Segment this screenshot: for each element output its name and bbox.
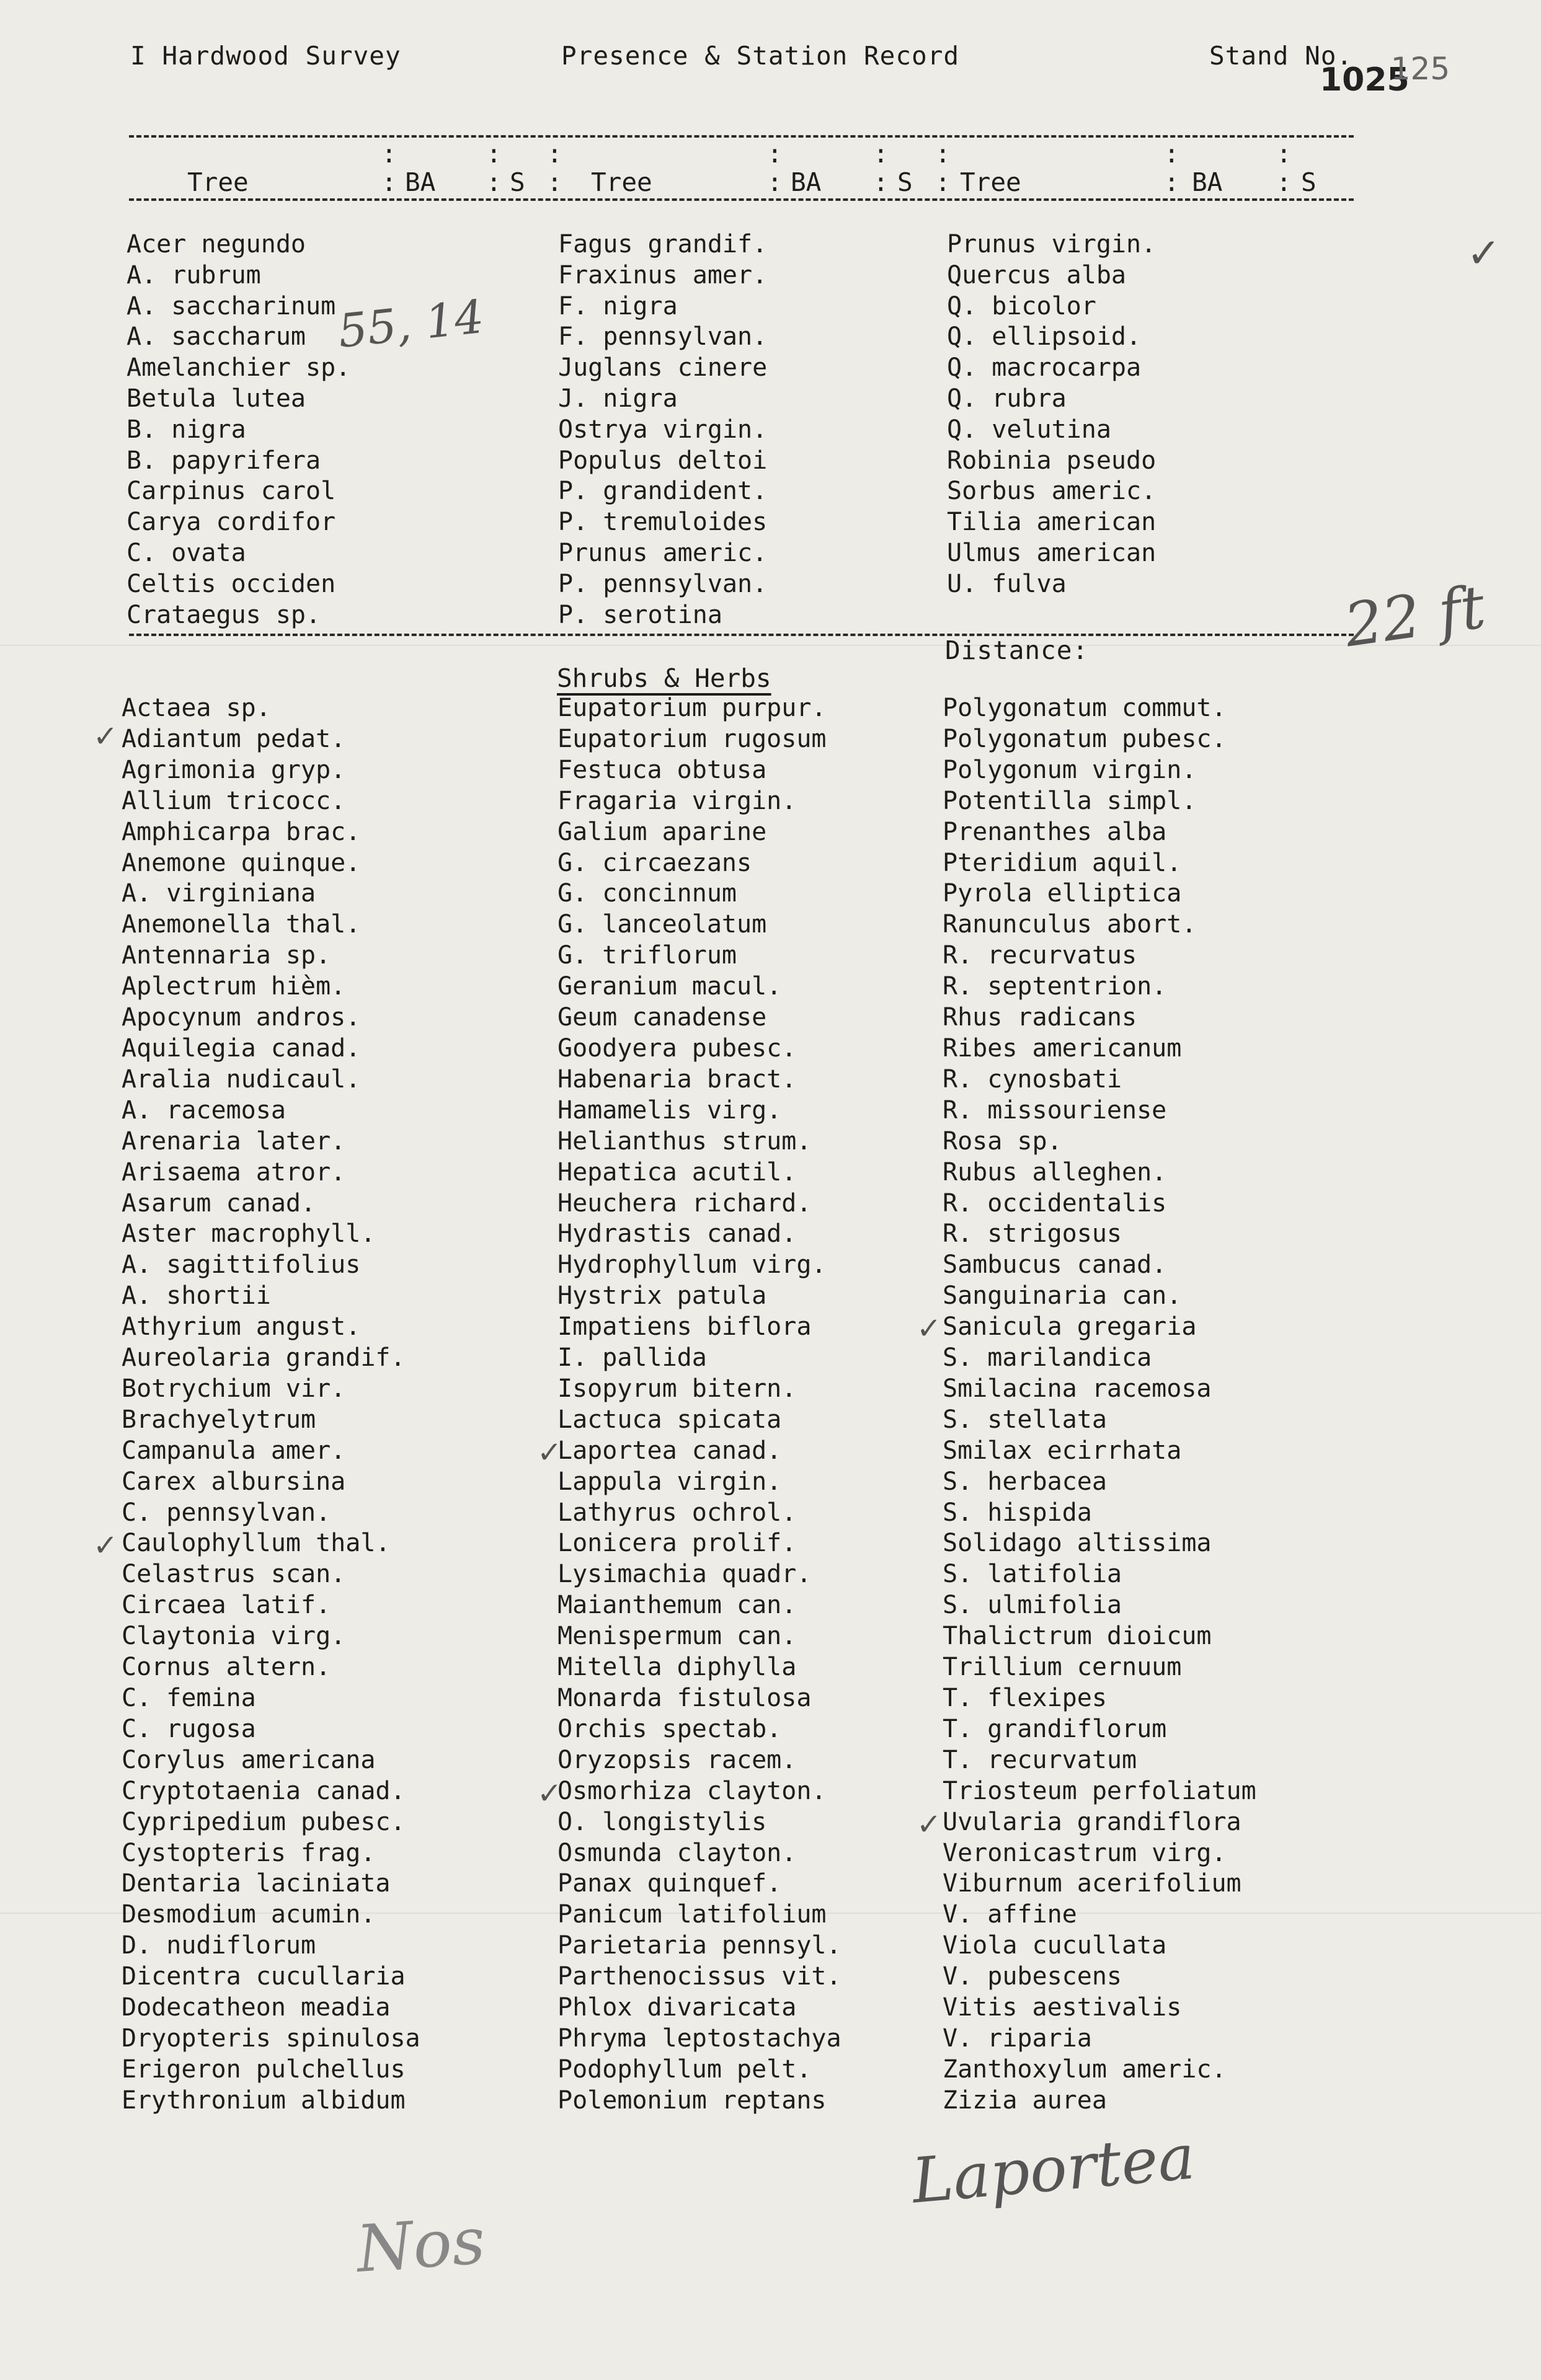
species-entry: Ranunculus abort. [943,910,1197,939]
species-entry: R. recurvatus [943,941,1137,970]
species-entry: V. pubescens [943,1962,1122,1991]
species-entry: V. riparia [943,2024,1092,2053]
record-title: Presence & Station Record [561,41,960,71]
herb-list-3 [943,693,1256,2117]
species-entry: Sanguinaria can. [943,1281,1182,1311]
species-entry: J. nigra [558,384,678,413]
species-entry: Q. bicolor [947,291,1096,321]
species-entry: Betula lutea [127,384,306,413]
species-entry: Panicum latifolium [557,1900,827,1929]
paper-fold [0,645,1541,646]
species-entry: R. septentrion. [943,972,1167,1001]
species-entry: Panax quinquef. [557,1869,782,1898]
species-entry: Solidago altissima [943,1529,1212,1558]
species-entry: Mitella diphylla [557,1653,797,1682]
species-entry: Triosteum perfoliatum [943,1776,1256,1805]
tree-header-3: Tree [960,167,1021,197]
species-entry: Arenaria later. [122,1126,346,1156]
ba-header-3: BA [1192,167,1223,197]
species-entry: Ulmus american [947,538,1157,567]
species-entry: Geranium macul. [557,972,782,1001]
species-entry: A. virginiana [122,879,316,908]
header-rule-top [129,135,1354,138]
species-entry: Celastrus scan. [122,1560,346,1589]
species-entry: Fagus grandif. [558,230,768,259]
species-entry: A. racemosa [122,1095,286,1125]
species-entry: Isopyrum bitern. [557,1374,797,1403]
saccharum-handwritten-values: 55, 14 [335,290,487,359]
species-entry: Smilax ecirrhata [943,1436,1182,1465]
ba-header-1: BA [405,167,436,197]
species-entry: Aquilegia canad. [122,1033,361,1063]
species-entry: Agrimonia gryp. [122,755,346,784]
species-entry: Veronicastrum virg. [943,1838,1227,1867]
species-entry: B. nigra [127,415,246,444]
species-entry: Lactuca spicata [557,1405,782,1434]
species-entry: Habenaria bract. [557,1064,797,1094]
distance-handwritten-value: 22 ft [1340,572,1490,661]
species-entry: P. tremuloides [558,508,768,537]
species-entry: Amphicarpa brac. [122,817,361,846]
species-entry: Pteridium aquil. [943,848,1182,877]
species-entry: V. affine [943,1900,1077,1929]
species-entry: Monarda fistulosa [557,1684,812,1712]
species-entry: F. pennsylvan. [558,322,768,352]
species-entry: Q. macrocarpa [947,353,1142,383]
species-entry: A. shortii [122,1281,271,1311]
species-entry: Cryptotaenia canad. [122,1776,406,1805]
species-entry: P. pennsylvan. [558,569,768,598]
species-entry: T. grandiflorum [943,1714,1167,1743]
nos-handwritten-note: Nos [353,2202,487,2288]
species-entry: Quercus alba [947,260,1126,290]
species-entry: S. marilandica [943,1343,1152,1373]
species-entry: D. nudiflorum [122,1931,316,1960]
species-entry: C. femina [122,1684,256,1712]
species-entry: Populus deltoi [558,446,768,475]
species-entry: S. hispida [943,1498,1092,1527]
tree-list-3 [947,229,1156,600]
species-entry: Rosa sp. [943,1126,1062,1156]
species-entry: Celtis occiden [127,569,336,598]
tree-list-1 [127,229,350,630]
species-entry: Antennaria sp. [122,941,331,970]
species-entry: Sambucus canad. [943,1250,1167,1280]
species-entry: Smilacina racemosa [943,1374,1212,1403]
distance-label: Distance: [945,635,1089,665]
species-entry: A. saccharum [127,322,306,352]
species-entry: T. recurvatum [943,1745,1137,1774]
osmorhiza-check-mark: ✓ [537,1776,562,1811]
species-entry: Apocynum andros. [122,1003,361,1032]
species-entry: Juglans cinere [558,353,768,383]
survey-title: I Hardwood Survey [130,41,401,71]
species-entry: S. herbacea [943,1467,1107,1496]
paper-fold [0,1913,1541,1914]
ba-header-2: BA [791,167,822,197]
herb-list-2 [557,693,842,2117]
species-entry: Hystrix patula [557,1281,767,1311]
species-entry: Athyrium angust. [122,1312,361,1342]
species-entry: G. concinnum [557,879,737,908]
species-entry: P. serotina [558,600,722,629]
species-entry: Aureolaria grandif. [122,1343,406,1373]
species-entry: Galium aparine [557,817,767,846]
species-entry: R. strigosus [943,1219,1122,1249]
species-entry: Potentilla simpl. [943,786,1197,815]
species-entry: Polygonatum pubesc. [943,724,1227,753]
species-entry: Hydrophyllum virg. [557,1250,827,1280]
species-entry: Cypripedium pubesc. [122,1807,406,1836]
species-entry: Podophyllum pelt. [557,2055,812,2084]
stand-label: Stand No. [1209,41,1353,71]
species-entry: Brachyelytrum [122,1405,316,1434]
tree-section-rule [129,634,1354,636]
species-entry: Uvularia grandiflora [943,1807,1241,1836]
stand-stamp: 1025 [1320,61,1410,99]
species-entry: Ostrya virgin. [558,415,768,444]
species-entry: Lysimachia quadr. [557,1560,812,1589]
species-entry: O. longistylis [557,1807,767,1836]
species-entry: Crataegus sp. [127,600,321,629]
species-entry: Robinia pseudo [947,446,1157,475]
species-entry: Claytonia virg. [122,1622,346,1651]
species-entry: B. papyrifera [127,446,321,475]
species-entry: R. missouriense [943,1095,1167,1125]
species-entry: G. lanceolatum [557,910,767,939]
species-entry: Festuca obtusa [557,755,767,784]
species-entry: Maianthemum can. [557,1591,797,1620]
species-entry: Prunus americ. [558,538,768,567]
species-entry: Aralia nudicaul. [122,1064,361,1094]
species-entry: Goodyera pubesc. [557,1033,797,1063]
species-entry: Ribes americanum [943,1033,1182,1063]
species-entry: Circaea latif. [122,1591,331,1620]
species-entry: Phryma leptostachya [557,2024,842,2053]
species-entry: G. circaezans [557,848,752,877]
species-entry: Fragaria virgin. [557,786,797,815]
species-entry: Viburnum acerifolium [943,1869,1241,1898]
species-entry: Cornus altern. [122,1653,331,1682]
species-entry: Prenanthes alba [943,817,1167,846]
tree-check-mark: ✓ [1467,229,1501,277]
species-entry: Erythronium albidum [122,2086,406,2115]
species-entry: Anemone quinque. [122,848,361,877]
species-entry: C. rugosa [122,1714,256,1743]
species-entry: Helianthus strum. [557,1126,812,1156]
species-entry: Trillium cernuum [943,1653,1182,1682]
species-entry: Rubus alleghen. [943,1157,1167,1187]
species-entry: F. nigra [558,291,678,321]
species-entry: Carpinus carol [127,477,336,506]
species-entry: Heuchera richard. [557,1188,812,1218]
species-entry: Eupatorium rugosum [557,724,827,753]
species-entry: Pyrola elliptica [943,879,1182,908]
species-entry: Aplectrum hièm. [122,972,346,1001]
species-entry: I. pallida [557,1343,707,1373]
header-rule-bottom [129,198,1354,201]
species-entry: Phlox divaricata [557,1993,797,2022]
species-entry: Hepatica acutil. [557,1157,797,1187]
species-entry: T. flexipes [943,1684,1107,1712]
species-entry: Q. ellipsoid. [947,322,1142,352]
species-entry: A. sagittifolius [122,1250,361,1280]
s-header-1: S [510,167,525,197]
species-entry: A. rubrum [127,260,261,290]
species-entry: Viola cucullata [943,1931,1167,1960]
species-entry: R. cynosbati [943,1064,1122,1094]
s-header-3: S [1301,167,1317,197]
caulophyllum-check-mark: ✓ [93,1528,118,1563]
species-entry: C. pennsylvan. [122,1498,331,1527]
species-entry: Caulophyllum thal. [122,1529,391,1558]
species-entry: Dryopteris spinulosa [122,2024,420,2053]
species-entry: Acer negundo [127,230,306,259]
species-entry: Polygonum virgin. [943,755,1197,784]
herb-list-1 [122,693,420,2117]
uvularia-check-mark: ✓ [917,1807,942,1842]
species-entry: Menispermum can. [557,1622,797,1651]
species-entry: Zanthoxylum americ. [943,2055,1227,2084]
stand-number [1320,51,1468,99]
species-entry: Tilia american [947,508,1157,537]
species-entry: Geum canadense [557,1003,767,1032]
species-entry: Carya cordifor [127,508,336,537]
species-entry: Botrychium vir. [122,1374,346,1403]
species-entry: Cystopteris frag. [122,1838,376,1867]
species-entry: Asarum canad. [122,1188,316,1218]
species-entry: Aster macrophyll. [122,1219,376,1249]
species-entry: S. ulmifolia [943,1591,1122,1620]
species-entry: G. triflorum [557,941,737,970]
species-entry: Parietaria pennsyl. [557,1931,842,1960]
species-entry: Oryzopsis racem. [557,1745,797,1774]
species-entry: Sanicula gregaria [943,1312,1197,1342]
species-entry: Lathyrus ochrol. [557,1498,797,1527]
species-entry: Sorbus americ. [947,477,1157,506]
species-entry: Zizia aurea [943,2086,1107,2115]
tree-header-2: Tree [591,167,652,197]
species-entry: Polemonium reptans [557,2086,827,2115]
species-entry: Polygonatum commut. [943,694,1227,722]
species-entry: Dicentra cucullaria [122,1962,406,1991]
species-entry: Dentaria laciniata [122,1869,391,1898]
species-entry: Amelanchier sp. [127,353,351,383]
species-entry: Vitis aestivalis [943,1993,1182,2022]
species-entry: Dodecatheon meadia [122,1993,391,2022]
species-entry: U. fulva [947,569,1067,598]
species-entry: Corylus americana [122,1745,376,1774]
tree-header-1: Tree [187,167,249,197]
species-entry: Orchis spectab. [557,1714,782,1743]
species-entry: C. ovata [127,538,246,567]
species-entry: Adiantum pedat. [122,724,346,753]
species-entry: Desmodium acumin. [122,1900,376,1929]
species-entry: Campanula amer. [122,1436,346,1465]
species-entry: Parthenocissus vit. [557,1962,842,1991]
species-entry: P. grandident. [558,477,768,506]
species-entry: Fraxinus amer. [558,260,768,290]
species-entry: Lonicera prolif. [557,1529,797,1558]
adiantum-check-mark: ✓ [93,719,118,754]
laportea-check-mark: ✓ [537,1435,562,1470]
species-entry: S. latifolia [943,1560,1122,1589]
species-entry: R. occidentalis [943,1188,1167,1218]
species-entry: Q. velutina [947,415,1111,444]
survey-sheet: I Hardwood Survey Presence & Station Record Stand No. 1025125 Tree BA S Tree BA S Tree BA S : : : : : : : : : : : : : : : : Acer negundo A. rubrum A. saccharinum A. saccharum Amelanchier sp. Betula lutea B. nigra B. papyrifera Carpinus carol Carya cordifor C. ovata Celtis occiden Crataegus sp. Fagus grandif. Fraxinus amer. F. nigra F. pennsylvan. Juglans cinere J. nigra Ostrya virgin. Populus deltoi P. grandident. P. tremuloides Prunus americ. P. pennsylvan. P. serotina Prunus virgin. Quercus alba Q. bicolor Q. ellipsoid. Q. macrocarpa Q. rubra Q. velutina Robinia pseudo Sorbus americ. Tilia american Ulmus american U. fulva Shrubs & Herbs Distance: Actaea sp. Adiantum pedat. Agrimonia gryp. Allium tricocc. Amphicarpa brac. Anemone quinque. A. virginiana Anemonella thal. Antennaria sp. Aplectrum hièm. Apocynum andros. Aquilegia canad. Aralia nudicaul. A. racemosa Arenaria later. Arisaema atror. Asarum canad. Aster macrophyll. A. sagittifolius A. shortii Athyrium angust. Aureolaria grandif. Botrychium vir. Brachyelytrum Campanula amer. Carex albursina C. pennsylvan. Caulophyllum thal. Celastrus scan. Circaea latif. Claytonia virg. Cornus altern. C. femina C. rugosa Corylus americana Cryptotaenia canad. Cypripedium pubesc. Cystopteris frag. Dentaria laciniata Desmodium acumin. D. nudiflorum Dicentra cucullaria Dodecatheon meadia Dryopteris spinulosa Erigeron pulchellus Erythronium albidum Eupatorium purpur. Eupatorium rugosum Festuca obtusa Fragaria virgin. Galium aparine G. circaezans G. concinnum G. lanceolatum G. triflorum Geranium macul. Geum canadense Goodyera pubesc. Habenaria bract. Hamamelis virg. Helianthus strum. Hepatica acutil. Heuchera richard. Hydrastis canad. Hydrophyllum virg. Hystrix patula Impatiens biflora I. pallida Isopyrum bitern. Lactuca spicata Laportea canad. Lappula virgin. Lathyrus ochrol. Lonicera prolif. Lysimachia quadr. Maianthemum can. Menispermum can. Mitella diphylla Monarda fistulosa Orchis spectab. Oryzopsis racem. Osmorhiza clayton. O. longistylis Osmunda clayton. Panax quinquef. Panicum latifolium Parietaria pennsyl. Parthenocissus vit. Phlox divaricata Phryma leptostachya Podophyllum pelt. Polemonium reptans Polygonatum commut. Polygonatum pubesc. Polygonum virgin. Potentilla simpl. Prenanthes alba Pteridium aquil. Pyrola elliptica Ranunculus abort. R. recurvatus R. septentrion. Rhus radicans Ribes americanum R. cynosbati R. missouriense Rosa sp. Rubus alleghen. R. occidentalis R. strigosus Sambucus canad. Sanguinaria can. Sanicula gregaria S. marilandica Smilacina racemosa S. stellata Smilax ecirrhata S. herbacea S. hispida Solidago altissima S. latifolia S. ulmifolia Thalictrum dioicum Trillium cernuum T. flexipes T. grandiflorum T. recurvatum Triosteum perfoliatum Uvularia grandiflora Veronicastrum virg. Viburnum acerifolium V. affine Viola cucullata V. pubescens Vitis aestivalis V. riparia Zanthoxylum americ. Zizia aurea 55, 14 22 ft Laportea Nos ✓ ✓ ✓ ✓ ✓ ✓ ✓ [0,0,1541,2380]
species-entry: Actaea sp. [122,694,271,722]
species-entry: Erigeron pulchellus [122,2055,406,2084]
stand-handwritten: 125 [1390,51,1450,87]
species-entry: Thalictrum dioicum [943,1622,1212,1651]
tree-list-2 [558,229,767,630]
species-entry: Anemonella thal. [122,910,361,939]
species-entry: Laportea canad. [557,1436,782,1465]
s-header-2: S [897,167,913,197]
species-entry: Lappula virgin. [557,1467,782,1496]
species-entry: Osmorhiza clayton. [557,1776,827,1805]
sanicula-check-mark: ✓ [917,1311,942,1346]
species-entry: Prunus virgin. [947,230,1157,259]
species-entry: Impatiens biflora [557,1312,812,1342]
species-entry: S. stellata [943,1405,1107,1434]
species-entry: Hydrastis canad. [557,1219,797,1249]
species-entry: Hamamelis virg. [557,1095,782,1125]
species-entry: Carex albursina [122,1467,346,1496]
laportea-handwritten-note: Laportea [908,2120,1198,2218]
species-entry: Q. rubra [947,384,1067,413]
species-entry: Eupatorium purpur. [557,694,827,722]
species-entry: Allium tricocc. [122,786,346,815]
shrubs-herbs-title: Shrubs & Herbs [557,663,771,693]
species-entry: A. saccharinum [127,291,336,321]
species-entry: Rhus radicans [943,1003,1137,1032]
species-entry: Osmunda clayton. [557,1838,797,1867]
species-entry: Arisaema atror. [122,1157,346,1187]
